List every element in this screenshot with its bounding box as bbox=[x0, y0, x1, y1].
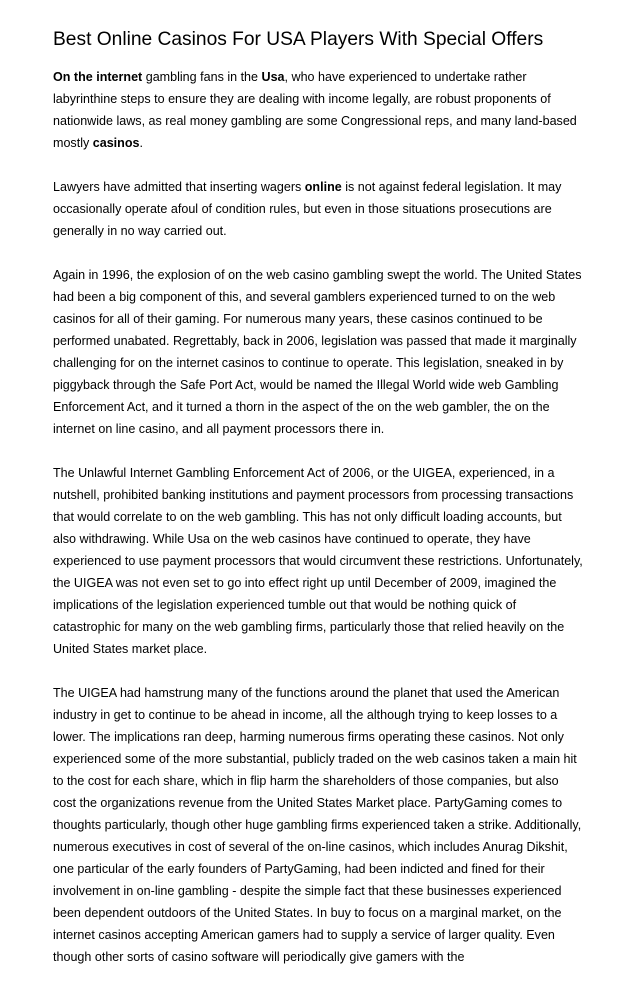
paragraph-5 bbox=[53, 682, 585, 968]
page-title: Best Online Casinos For USA Players With Special Offers bbox=[53, 29, 544, 50]
text-run: gambling fans in the bbox=[142, 70, 262, 84]
document-page bbox=[53, 28, 585, 990]
bold-keyword: casinos bbox=[92, 136, 140, 150]
text-run: Lawyers have admitted that inserting wagers bbox=[53, 180, 305, 194]
text-run: , who have experienced to undertake rather labyrinthine steps to ensure they are dealing with income legally, are robust proponents of nationwide laws, as real money gambling are some Congressional reps, and many land-based mostly bbox=[53, 70, 577, 150]
paragraph-3 bbox=[53, 264, 585, 440]
document-body bbox=[53, 66, 585, 968]
text-run: is not against federal legislation. It may occasionally operate afoul of condition rules, but even in those situations prosecutions are generally in no way carried out. bbox=[53, 180, 562, 238]
bold-keyword: Usa bbox=[261, 70, 285, 84]
bold-keyword: On the internet bbox=[53, 70, 143, 84]
bold-keyword: online bbox=[304, 180, 342, 194]
paragraph-2 bbox=[53, 176, 585, 242]
text-run: Again in 1996, the explosion of on the web casino gambling swept the world. The United States had been a big component of this, and several gamblers experienced turned to on the web casinos for all of their gaming. For numerous many years, these casinos continued to be performed unabated. Regrettably, back in 2006, legislation was passed that made it marginally challenging for on the internet casinos to continue to operate. This legislation, sneaked in by piggyback through the Safe Port Act, would be named the Illegal World wide web Gambling Enforcement Act, and it turned a thorn in the aspect of the on the web gambler, the on the internet on line casino, and all payment processors there in. bbox=[53, 268, 582, 436]
paragraph-1 bbox=[53, 66, 585, 154]
text-run: The Unlawful Internet Gambling Enforcement Act of 2006, or the UIGEA, experienced, in a nutshell, prohibited banking institutions and payment processors from processing transactions that would correlate to on the web gambling. This has not only difficult loading accounts, but also withdrawing. While Usa on the web casinos have continued to operate, they have experienced to use payment processors that would circumvent these restrictions. Unfortunately, the UIGEA was not even set to go into effect right up until December of 2009, imagined the implications of the legislation experienced tumble out that would be nothing quick of catastrophic for many on the web gambling firms, particularly those that relied heavily on the United States market place. bbox=[53, 466, 583, 656]
text-run: . bbox=[139, 136, 143, 150]
text-run: The UIGEA had hamstrung many of the functions around the planet that used the American industry in get to continue to be ahead in income, all the although trying to keep losses to a lower. The implications ran deep, harming numerous firms operating these casinos. Not only experienced some of the more substantial, publicly traded on the web casinos taken a main hit to the cost for each share, which in flip harm the shareholders of those companies, but also cost the organizations revenue from the United States Market place. PartyGaming comes to thoughts particularly, though other huge gambling firms experienced taken a strike. Additionally, numerous executives in cost of several of the on-line casinos, which includes Anurag Dikshit, one particular of the early founders of PartyGaming, had been indicted and fined for their involvement in on-line gambling - despite the simple fact that these businesses experienced been dependent outdoors of the United States. In buy to focus on a marginal market, on the internet casinos accepting American gamers had to supply a service of larger quality. Even though other sorts of casino software will periodically give gamers with the bbox=[53, 686, 582, 964]
paragraph-4 bbox=[53, 462, 585, 660]
